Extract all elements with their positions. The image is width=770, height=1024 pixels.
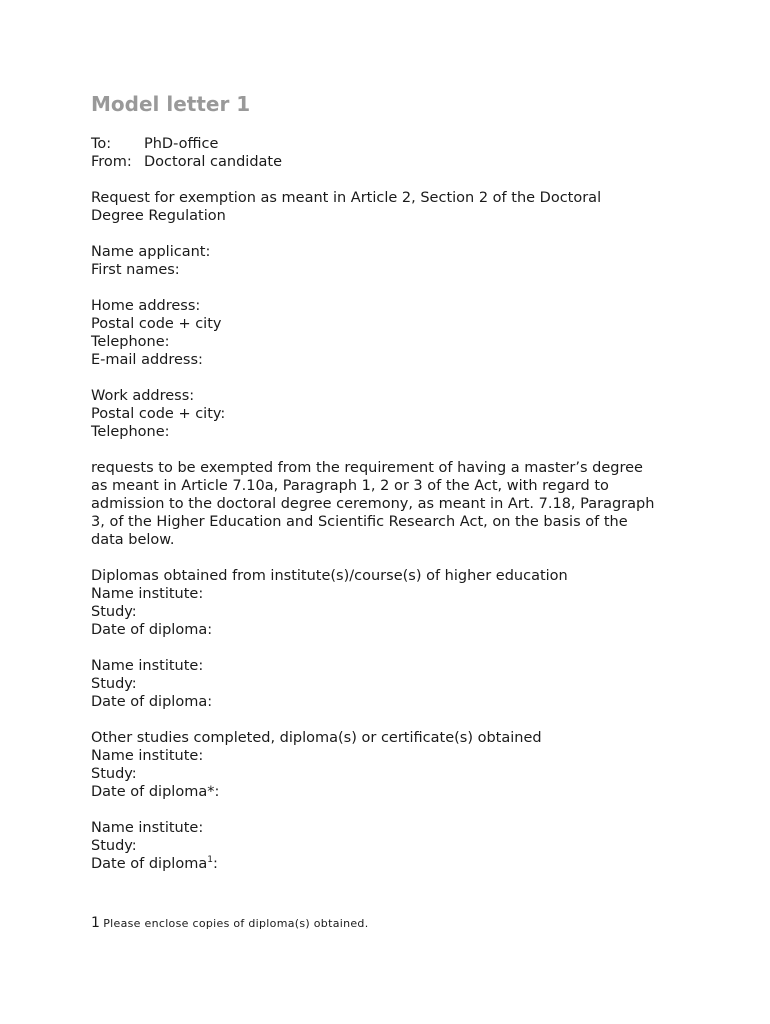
diplomas-section-2	[91, 657, 691, 711]
other-studies-section-1	[91, 729, 691, 801]
text-line: Degree Regulation	[91, 208, 226, 224]
text-line: admission to the doctoral degree ceremony, as meant in Art. 7.18, Paragraph	[91, 496, 655, 512]
footnote-ref: 1	[207, 855, 213, 866]
field-label: Date of diploma:	[91, 622, 213, 638]
diplomas-section-1	[91, 567, 691, 639]
footnote-text: Please enclose copies of diploma(s) obtained.	[103, 917, 369, 930]
field-label: Work address:	[91, 388, 195, 404]
document-title: Model letter 1	[91, 92, 251, 116]
applicant-section	[91, 243, 691, 279]
home-section	[91, 297, 691, 369]
footnote-number: 1	[91, 915, 101, 931]
section-heading: Diplomas obtained from institute(s)/course(s) of higher education	[91, 568, 568, 584]
field-label: Date of diploma	[91, 856, 208, 872]
field-label: Home address:	[91, 298, 201, 314]
letter-body	[91, 135, 691, 891]
field-label: Study:	[91, 604, 137, 620]
field-label: Name institute:	[91, 820, 204, 836]
text-line: data below.	[91, 532, 175, 548]
other-studies-section-2	[91, 819, 691, 873]
field-label: Name applicant:	[91, 244, 211, 260]
text-line: 3, of the Higher Education and Scientific Research Act, on the basis of the	[91, 514, 628, 530]
section-heading: Other studies completed, diploma(s) or certificate(s) obtained	[91, 730, 542, 746]
field-label: Date of diploma:	[91, 694, 213, 710]
to-value: PhD-office	[144, 136, 219, 152]
field-label: E-mail address:	[91, 352, 203, 368]
statement	[91, 459, 691, 549]
text-line: requests to be exempted from the requirement of having a master’s degree	[91, 460, 643, 476]
field-label: Study:	[91, 838, 137, 854]
work-section	[91, 387, 691, 441]
field-label: Postal code + city:	[91, 406, 226, 422]
field-label: Study:	[91, 676, 137, 692]
field-label: First names:	[91, 262, 180, 278]
request-subject	[91, 189, 691, 225]
address-header	[91, 135, 691, 171]
field-label: Telephone:	[91, 424, 170, 440]
field-label: Study:	[91, 766, 137, 782]
field-label: Postal code + city	[91, 316, 222, 332]
field-label: Name institute:	[91, 748, 204, 764]
footnote	[91, 915, 369, 931]
to-label: To:	[91, 136, 112, 152]
text-line: Request for exemption as meant in Article 2, Section 2 of the Doctoral	[91, 190, 602, 206]
colon: :	[212, 856, 218, 872]
field-label: Name institute:	[91, 658, 204, 674]
text-line: as meant in Article 7.10a, Paragraph 1, 2 or 3 of the Act, with regard to	[91, 478, 609, 494]
field-label: Name institute:	[91, 586, 204, 602]
field-label: Telephone:	[91, 334, 170, 350]
from-value: Doctoral candidate	[144, 154, 283, 170]
from-label: From:	[91, 154, 132, 170]
field-label: Date of diploma*:	[91, 784, 220, 800]
